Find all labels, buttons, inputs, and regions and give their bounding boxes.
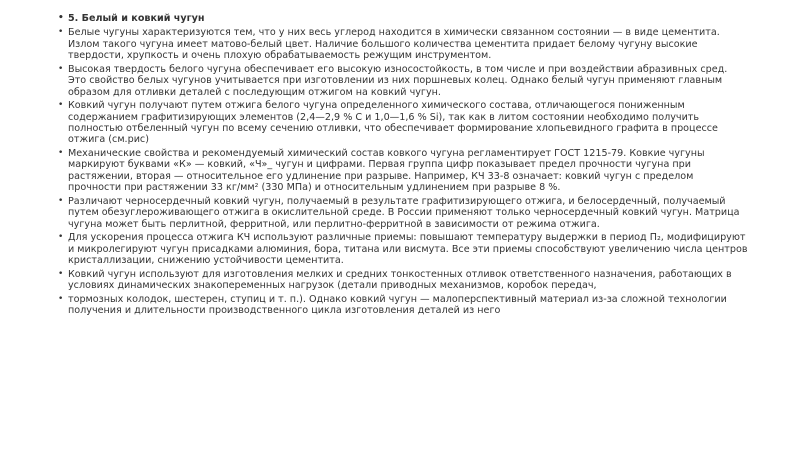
bullet-marker: • bbox=[58, 13, 64, 23]
paragraph-text: Различают черносердечный ковкий чугун, получаемый в результате графитизирующего отжига, и белосердечный, получаемый путем обезуглероживающего отжига в окислительной среде. В России применяют только черносердечный ковкий чугун. Матрица чугуна может быть перлитной, ферритной, или перлитно-ферритной в зависимости от режима отжига. bbox=[68, 195, 740, 230]
paragraph-hardness bbox=[58, 64, 748, 98]
paragraph-text: тормозных колодок, шестерен, ступиц и т. п.). Однако ковкий чугун — малоперспективный материал из-за сложной технологии получения и длительности производственного цикла изготовления деталей из него bbox=[68, 293, 727, 317]
heading-text: 5. Белый и ковкий чугун bbox=[68, 13, 205, 24]
paragraph-malleable-production bbox=[58, 100, 748, 146]
paragraph-text: Механические свойства и рекомендуемый химический состав ковкого чугуна регламентирует ГОСТ 1215-79. Ковкие чугуны маркируют буквами «К» — ковкий, «Ч»_ чугун и цифрами. Первая группа цифр показывает предел прочности чугуна при растяжении, вторая — относительное его удлинение при разрыве. Например, КЧ 33-8 означает: ковкий чугун с пределом прочности при растяжении 33 кг/мм² (330 МПа) и относительным удлинением при разрыве 8 %. bbox=[68, 148, 705, 194]
paragraph-white-cast-iron bbox=[58, 27, 748, 61]
paragraph-text: Высокая твердость белого чугуна обеспечивает его высокую износостойкость, в том числе и при воздействии абразивных сред. Это свойство белых чугунов учитывается при изготовлении из них поршневых колец. Однако белый чугун применяют главным образом для отливки деталей с последующим отжигом на ковкий чугун. bbox=[68, 63, 728, 98]
paragraph-text: Белые чугуны характеризуются тем, что у них весь углерод находится в химически связанном состоянии — в виде цементита. Излом такого чугуна имеет матово-белый цвет. Наличие большого количества цементита придает белому чугуну высокие твердости, хрупкость и очень плохую обрабатываемость режущим инструментом. bbox=[68, 27, 720, 62]
bullet-marker: • bbox=[58, 293, 64, 304]
paragraph-annealing-acceleration bbox=[58, 232, 748, 266]
bullet-marker: • bbox=[58, 268, 64, 279]
bullet-marker: • bbox=[58, 27, 64, 38]
paragraph-text: Ковкий чугун получают путем отжига белого чугуна определенного химического состава, отличающегося пониженным содержанием графитизирующих элементов (2,4—2,9 % С и 1,0—1,6 % Si), так как в литом состоянии необходимо получить полностью отбеленный чугун по всему сечению отливки, что обеспечивает формирование хлопьевидного графита в процессе отжига (см.рис) bbox=[68, 100, 718, 146]
section-heading bbox=[58, 13, 748, 24]
paragraph-applications bbox=[58, 269, 748, 292]
paragraph-applications-continued bbox=[58, 294, 748, 317]
paragraph-types bbox=[58, 196, 748, 230]
text-body bbox=[58, 13, 748, 319]
paragraph-text: Для ускорения процесса отжига КЧ используют различные приемы: повышают температуру выдержки в период П₂, модифицируют и микролегируют чугун присадками алюминия, бора, титана или висмута. Все эти приемы способствуют увеличению числа центров кристаллизации, снижению устойчивости цементита. bbox=[68, 232, 748, 267]
bullet-marker: • bbox=[58, 100, 64, 111]
bullet-marker: • bbox=[58, 232, 64, 243]
paragraph-marking bbox=[58, 148, 748, 194]
bullet-marker: • bbox=[58, 148, 64, 159]
bullet-marker: • bbox=[58, 195, 64, 206]
paragraph-text: Ковкий чугун используют для изготовления мелких и средних тонкостенных отливок ответственного назначения, работающих в условиях динамических знакопеременных нагрузок (детали приводных механизмов, коробок передач, bbox=[68, 268, 732, 292]
bullet-marker: • bbox=[58, 63, 64, 74]
